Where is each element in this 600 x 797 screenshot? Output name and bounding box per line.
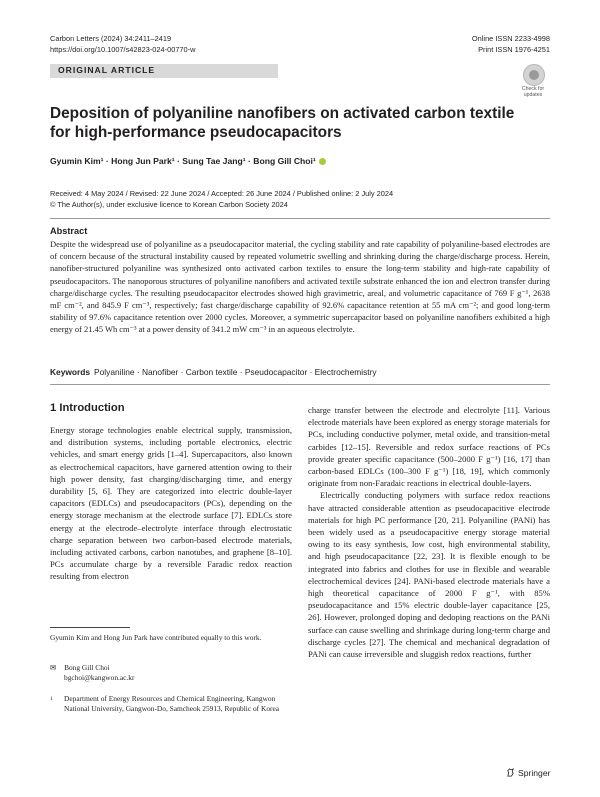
affiliation-number: 1 bbox=[50, 696, 53, 702]
title-line-1: Deposition of polyaniline nanofibers on activated carbon textile bbox=[50, 105, 515, 122]
affiliation-text: Department of Energy Resources and Chemical Engineering, Kangwon National University, Gangwon-Do, Samcheok 25913, Republic of Korea bbox=[64, 694, 280, 714]
copyright-line: © The Author(s), under exclusive licence to Korean Carbon Society 2024 bbox=[50, 200, 288, 209]
keywords-list: Polyaniline · Nanofiber · Carbon textile · Pseudocapacitor · Electrochemistry bbox=[94, 367, 377, 377]
issn-header bbox=[472, 33, 550, 55]
article-type-banner bbox=[50, 64, 278, 78]
affiliation bbox=[50, 694, 286, 715]
left-column bbox=[50, 424, 292, 583]
doi-link[interactable]: https://doi.org/10.1007/s42823-024-00770-w bbox=[50, 45, 196, 54]
journal-citation: Carbon Letters (2024) 34:2411–2419 bbox=[50, 34, 172, 43]
intro-paragraph-1: Energy storage technologies enable electrical supply, transmission, and distribution systems, including portable electronics, electric vehicles, and smart energy grids [1–4]. Supercapacitors, also known as electrochemical capacitors, have garnered attention owing to their high power density, fast charging/discharging time, and energy durability [5, 6]. They are categorized into electric double-layer capacitors (EDLCs) and pseudocapacitors (PCs), depending on the energy storage mechanism at the electrode surface [7]. EDLCs store energy at the electrode–electrolyte interface through electrostatic charge separation between two carbon-based electrode materials, including activated carbons, carbon nanotubes, and graphene [8–10]. PCs accumulate charge by a reversible Faradic redox reaction resulting from electron bbox=[50, 425, 292, 582]
orcid-icon[interactable] bbox=[319, 158, 326, 165]
dates-line: Received: 4 May 2024 / Revised: 22 June 2024 / Accepted: 26 June 2024 / Published online: 2 July 2024 bbox=[50, 189, 394, 198]
abstract-text: Despite the widespread use of polyaniline as a pseudocapacitor material, the cycling stability and rate capability of polyaniline-based electrodes are of concern because of the structural instability caused by repeated volumetric swelling and shrinking during the charge/discharge process. Herein, nanofiber-structured polyaniline was synthesized onto activated carbon textiles to ensure the long-term stability and high-rate capability of pseudocapacitors. The nanoporous structures of polyaniline nanofibers and activated textile substrate enhanced the ion and electron transfer during charge/discharge cycles. The resulting pseudocapacitor electrodes showed high gravimetric, areal, and volumetric capacitance of 769 F g⁻¹, 2638 mF cm⁻², and 845.9 F cm⁻³, respectively; fast charge/discharge capability of 92.6% capacitance retention at 55 mA cm⁻²; and good long-term stability of 97.6% capacitance retention over 2000 cycles. Moreover, a symmetric supercapacitor based on polyaniline nanofibers exhibited a high energy of 21.45 Wh cm⁻³ at a power density of 341.2 mW cm⁻³ in an aqueous electrolyte. bbox=[50, 239, 550, 335]
keywords-bottom-rule bbox=[50, 384, 550, 385]
authors-text[interactable]: Gyumin Kim¹ · Hong Jun Park¹ · Sung Tae Jang¹ · Bong Gill Choi¹ bbox=[50, 156, 316, 166]
right-column bbox=[308, 404, 550, 660]
publisher-name: Springer bbox=[518, 768, 551, 778]
corresponding-author bbox=[50, 663, 300, 684]
envelope-icon: ✉ bbox=[50, 663, 57, 672]
intro-paragraph-2: charge transfer between the electrode and electrolyte [11]. Various electrode materials have been explored as energy storage materials for PCs, including conductive polymer, metal oxide, and transition-metal carbides [12–15]. Reversible and redox surface reactions of PCs provide greater specific capacitance (500–2000 F g⁻¹) [16, 17] than carbon-based EDLCs (100–300 F g⁻¹) [18, 19], which commonly originate from non-Faradaic reactions in electrical double-layers. bbox=[308, 405, 550, 489]
keywords-label: Keywords bbox=[50, 367, 91, 377]
article-type-label: ORIGINAL ARTICLE bbox=[58, 65, 156, 75]
section-heading-introduction: 1 Introduction bbox=[50, 402, 125, 414]
springer-horse-icon bbox=[506, 768, 515, 777]
publisher-logo bbox=[506, 768, 550, 778]
update-icon bbox=[523, 64, 545, 86]
check-for-updates-badge[interactable] bbox=[518, 64, 548, 98]
abstract-heading: Abstract bbox=[50, 226, 88, 236]
footnote-rule bbox=[50, 627, 130, 628]
abstract-top-rule bbox=[50, 218, 550, 219]
equal-contribution-footnote: Gyumin Kim and Hong Jun Park have contributed equally to this work. bbox=[50, 633, 262, 642]
publication-history bbox=[50, 188, 393, 210]
online-issn: Online ISSN 2233-4998 bbox=[471, 34, 550, 43]
corresponding-email[interactable]: bgchoi@kangwon.ac.kr bbox=[64, 673, 135, 683]
keywords-line bbox=[50, 367, 377, 377]
corresponding-name: Bong Gill Choi bbox=[64, 663, 110, 672]
intro-paragraph-3: Electrically conducting polymers with surface redox reactions have attracted considerable attention as pseudocapacitive electrode materials for high PC performance [20, 21]. Polyaniline (PANi) has been widely used as a pseudocapacitive energy storage material owing to its easy synthesis, low cost, high environmental stability, and high pseudocapacitance [22, 23]. It is flexible enough to be integrated into fabrics and clothes for use in flexible and wearable electrochemical devices [24]. PANi-based electrode materials have a high theoretical capacitance of 2000 F g⁻¹, with 85% pseudocapacitance and 15% electric double-layer capacitance [25, 26]. However, prolonged doping and dedoping reactions on the PANi surface can cause swelling and shrinkage during long-term charge and discharge cycles [27]. The chemical and mechanical degradation of PANi can cause irreversible and sluggish redox reactions, further bbox=[308, 490, 550, 660]
article-title bbox=[50, 104, 520, 142]
print-issn: Print ISSN 1976-4251 bbox=[478, 45, 550, 54]
journal-header bbox=[50, 33, 195, 55]
author-list bbox=[50, 156, 326, 166]
title-line-2: for high‑performance pseudocapacitors bbox=[50, 124, 342, 141]
update-badge-text: Check for updates bbox=[521, 86, 545, 98]
